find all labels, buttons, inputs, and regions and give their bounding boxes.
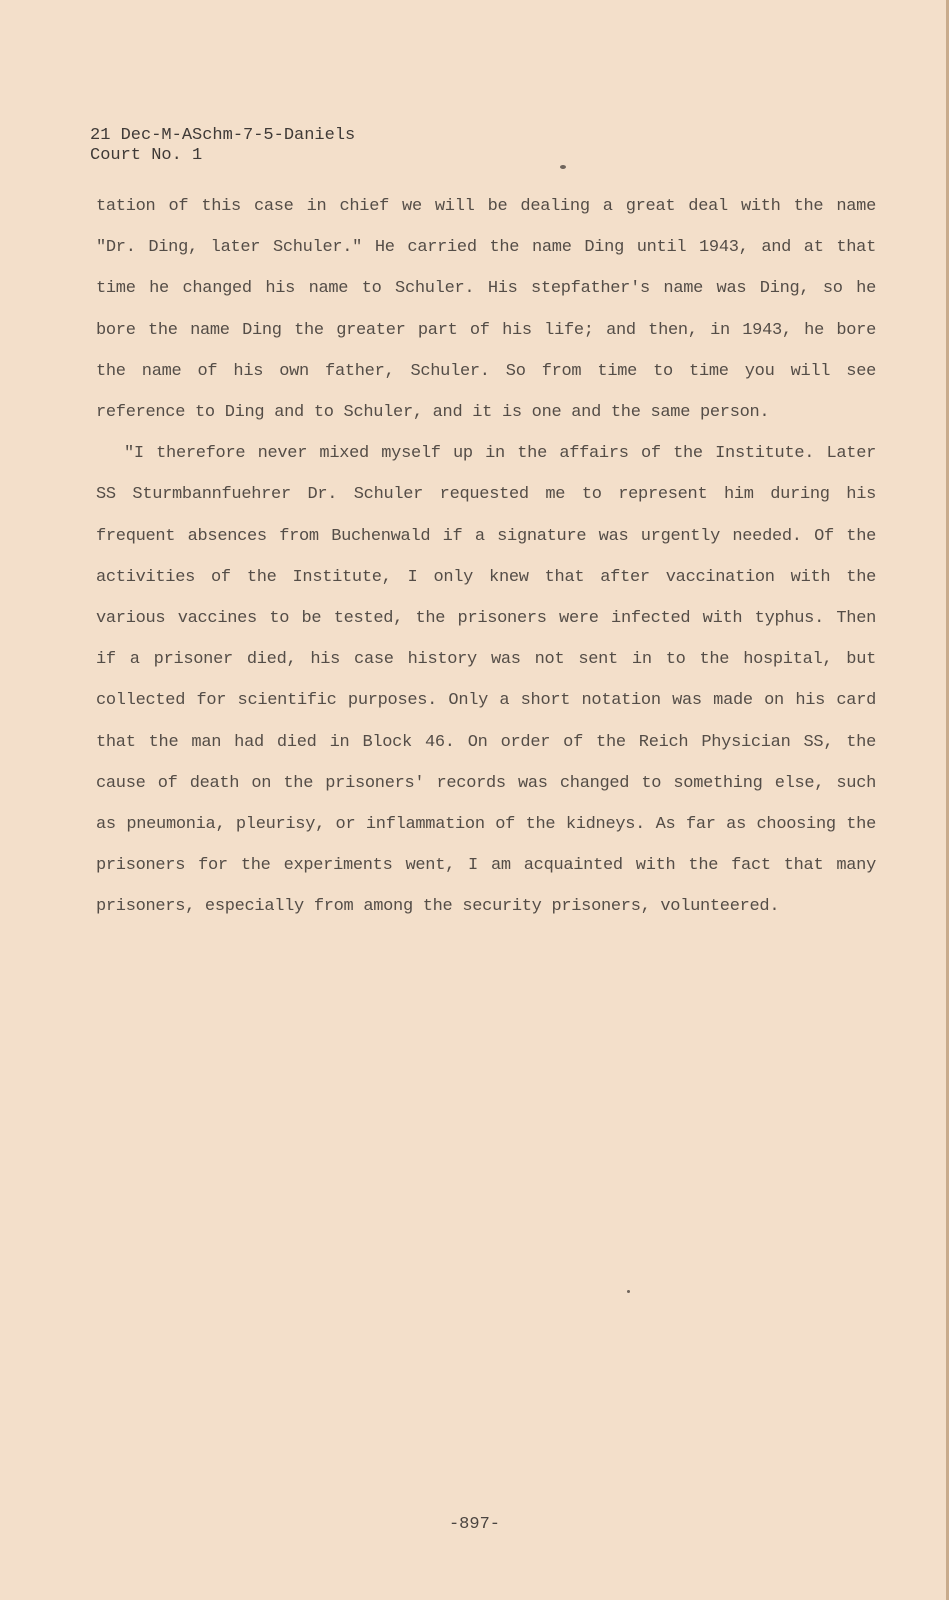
document-header (90, 126, 355, 166)
transcript-body (96, 186, 876, 928)
document-reference: 21 Dec-M-ASchm-7-5-Daniels (90, 126, 356, 145)
transcript-paragraph: tation of this case in chief we will be dealing a great deal with the name "Dr. Ding, later Schuler." He carried the name Ding until 1943, and at that time he changed his name to Schuler. His stepfather's name was Ding, so he bore the name Ding the greater part of his life; and then, in 1943, he bore the name of his own father, Schuler. So from time to time you will see reference to Ding and to Schuler, and it is one and the same person. (96, 197, 876, 423)
quoted-testimony-paragraph: "I therefore never mixed myself up in the affairs of the Institute. Later SS Sturmbannfuehrer Dr. Schuler requested me to represent him during his frequent absences from Buchenwald if a signature was urgently needed. Of the activities of the Institute, I only knew that after vaccination with the various vaccines to be tested, the prisoners were infected with typhus. Then if a prisoner died, his case history was not sent in to the hospital, but collected for scientific purposes. Only a short notation was made on his card that the man had died in Block 46. On order of the Reich Physician SS, the cause of death on the prisoners' records was changed to something else, such as pneumonia, pleurisy, or inflammation of the kidneys. As far as choosing the prisoners for the experiments went, I am acquainted with the fact that many prisoners, especially from among the security prisoners, volunteered. (96, 444, 876, 917)
ink-speck (627, 1290, 630, 1293)
court-number: Court No. 1 (90, 146, 203, 165)
ink-speck (560, 165, 566, 169)
page-number: -897- (448, 1515, 500, 1534)
